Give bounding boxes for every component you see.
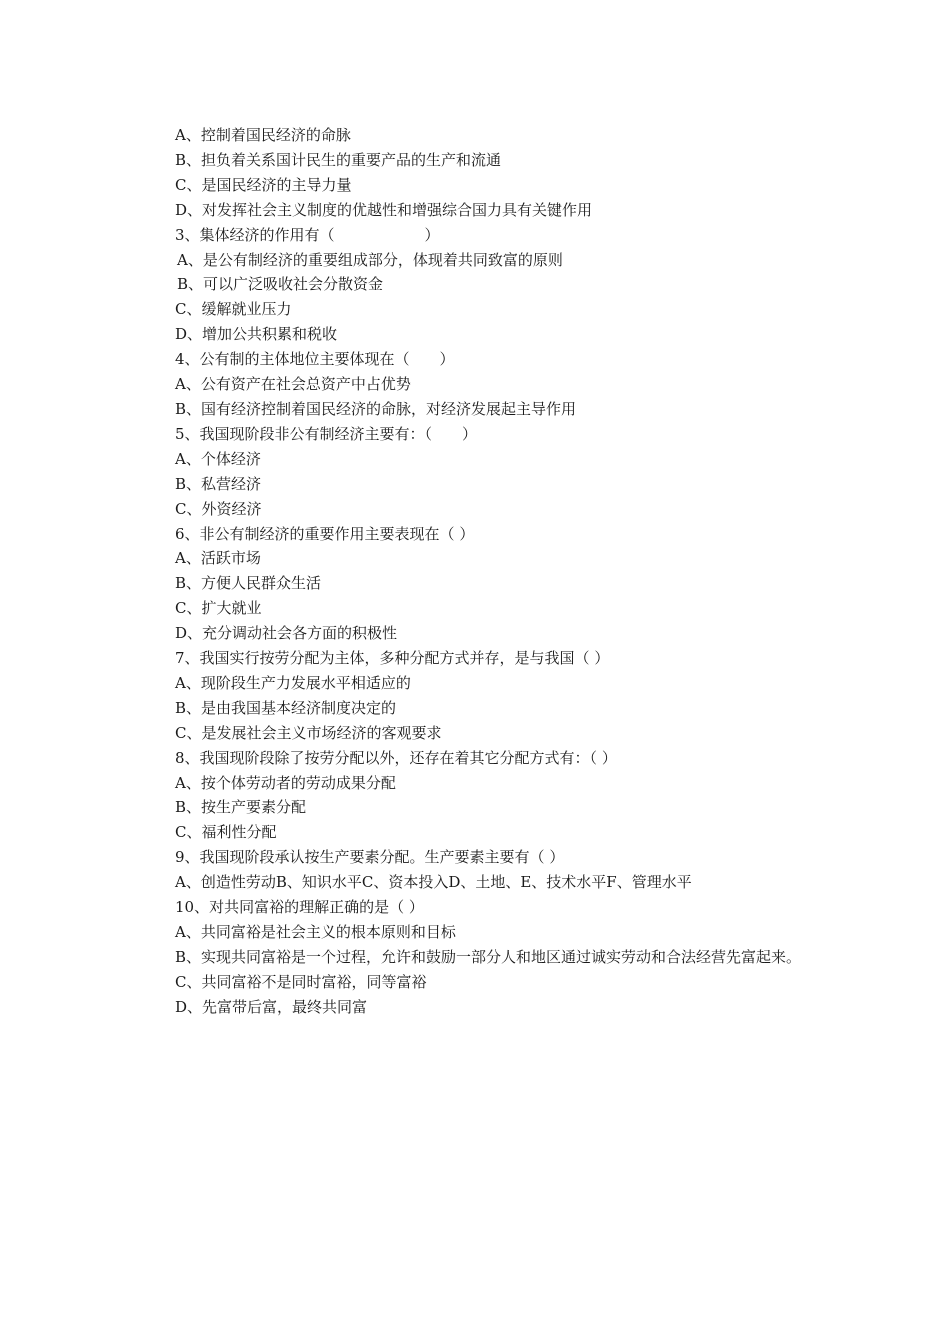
option-line: A、个体经济 <box>175 449 261 468</box>
option-line: D、增加公共积累和税收 <box>175 325 338 344</box>
option-line: A、活跃市场 <box>175 549 261 568</box>
option-line: B、国有经济控制着国民经济的命脉，对经济发展起主导作用 <box>175 399 577 418</box>
question-6: 6、非公有制经济的重要作用主要表现在（ ） <box>175 524 475 543</box>
question-4: 4、公有制的主体地位主要体现在（ ） <box>175 350 455 369</box>
option-line: B、按生产要素分配 <box>175 798 307 817</box>
option-line: D、先富带后富，最终共同富 <box>175 997 368 1016</box>
option-line: C、外资经济 <box>175 499 262 518</box>
option-line: D、对发挥社会主义制度的优越性和增强综合国力具有关键作用 <box>175 200 593 219</box>
option-line: A、创造性劳动B、知识水平C、资本投入D、土地、E、技术水平F、管理水平 <box>175 873 692 892</box>
option-line: C、扩大就业 <box>175 599 262 618</box>
option-line: C、共同富裕不是同时富裕，同等富裕 <box>175 972 427 991</box>
option-line: C、是国民经济的主导力量 <box>175 175 352 194</box>
question-9: 9、我国现阶段承认按生产要素分配。生产要素主要有（ ） <box>175 848 565 867</box>
option-line: A、是公有制经济的重要组成部分，体现着共同致富的原则 <box>177 250 563 269</box>
option-line: D、充分调动社会各方面的积极性 <box>175 624 398 643</box>
question-10: 10、对共同富裕的理解正确的是（ ） <box>175 898 424 917</box>
option-line: A、控制着国民经济的命脉 <box>175 126 351 144</box>
option-line: B、是由我国基本经济制度决定的 <box>175 698 397 717</box>
question-8: 8、我国现阶段除了按劳分配以外，还存在着其它分配方式有：（ ） <box>175 748 617 767</box>
document-body <box>144 123 814 1020</box>
option-line: C、缓解就业压力 <box>175 300 292 319</box>
option-line: A、按个体劳动者的劳动成果分配 <box>175 773 396 792</box>
option-line: A、公有资产在社会总资产中占优势 <box>175 375 411 394</box>
option-line: B、担负着关系国计民生的重要产品的生产和流通 <box>175 150 502 169</box>
option-line: B、方便人民群众生活 <box>175 574 322 593</box>
option-line: A、共同富裕是社会主义的根本原则和目标 <box>175 923 456 941</box>
question-3: 3、集体经济的作用有（ ） <box>175 225 440 244</box>
option-line: B、可以广泛吸收社会分散资金 <box>177 275 384 294</box>
option-line: A、现阶段生产力发展水平相适应的 <box>175 673 411 692</box>
option-line: C、福利性分配 <box>175 823 277 842</box>
option-line-wrapped: B、实现共同富裕是一个过程，允许和鼓励一部分人和地区通过诚实劳动和合法经营先富起来。 <box>175 947 802 966</box>
question-7: 7、我国实行按劳分配为主体，多种分配方式并存，是与我国（ ） <box>175 649 610 668</box>
question-5: 5、我国现阶段非公有制经济主要有：（ ） <box>175 424 478 443</box>
option-line: B、私营经济 <box>175 474 262 493</box>
option-line: C、是发展社会主义市场经济的客观要求 <box>175 723 442 742</box>
